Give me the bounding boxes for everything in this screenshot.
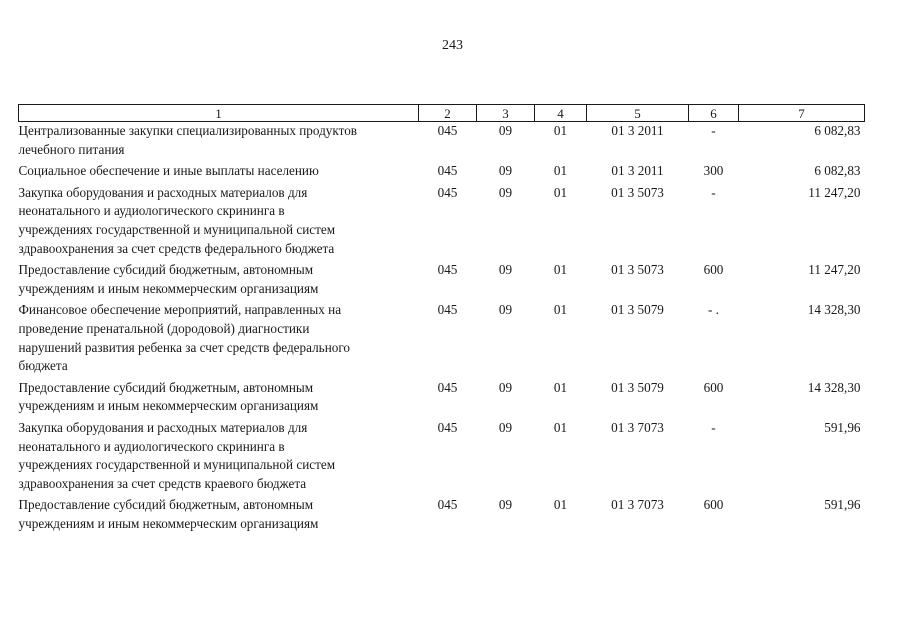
- cell-target-article: 01 3 7073: [611, 419, 664, 435]
- cell-name-text: Закупка оборудования и расходных материалов для неонатального и аудиологического скрининга в учреждениях государственной и муниципальной систем здравоохранения за счет средств федерального бюджета: [18, 184, 336, 256]
- table-row: [19, 184, 865, 261]
- cell-section: 045: [437, 184, 458, 200]
- table-header-row: [19, 105, 865, 122]
- cell-expense-type: 300: [703, 163, 724, 179]
- cell-amount: 6 082,83: [814, 123, 861, 138]
- page-number: 243: [442, 38, 463, 53]
- cell-name: [19, 496, 419, 536]
- cell-amount: 11 247,20: [808, 184, 861, 200]
- cell-name-text: Централизованные закупки специализированных продуктов лечебного питания: [18, 123, 358, 157]
- cell-name: [19, 419, 419, 496]
- cell-name: [19, 184, 419, 261]
- cell-expense-type: 600: [703, 262, 724, 278]
- cell-amount: 591,96: [824, 419, 861, 435]
- cell-section: 045: [437, 419, 458, 435]
- cell-subsection2: 01: [553, 379, 568, 395]
- cell-subsection: 09: [498, 123, 513, 138]
- cell-subsection2: 01: [553, 302, 568, 318]
- cell-subsection: 09: [498, 262, 513, 278]
- cell-target-article: 01 3 2011: [611, 163, 664, 179]
- cell-name: [19, 301, 419, 378]
- table-row: [19, 122, 865, 163]
- column-header: 4: [535, 105, 587, 122]
- cell-name: [19, 162, 419, 184]
- cell-subsection2: 01: [553, 123, 568, 138]
- cell-expense-type: 600: [703, 379, 724, 395]
- cell-section: 045: [437, 123, 458, 138]
- cell-subsection: 09: [498, 163, 513, 179]
- cell-name-text: Социальное обеспечение и иные выплаты населению: [18, 163, 319, 179]
- column-header: 1: [19, 105, 419, 122]
- cell-subsection2: 01: [553, 419, 568, 435]
- cell-target-article: 01 3 5079: [611, 379, 664, 395]
- cell-target-article: 01 3 7073: [611, 497, 664, 513]
- cell-target-article: 01 3 5073: [611, 262, 664, 278]
- cell-amount: 6 082,83: [814, 163, 861, 179]
- budget-table: [18, 104, 865, 536]
- cell-subsection: 09: [498, 419, 513, 435]
- cell-section: 045: [437, 262, 458, 278]
- cell-name: [19, 379, 419, 419]
- cell-amount: 591,96: [824, 497, 861, 513]
- cell-name: [19, 261, 419, 301]
- cell-section: 045: [437, 379, 458, 395]
- column-header: 2: [419, 105, 477, 122]
- cell-subsection2: 01: [553, 163, 568, 179]
- cell-name-text: Предоставление субсидий бюджетным, автономным учреждениям и иным некоммерческим организациям: [18, 379, 319, 414]
- cell-name-text: Закупка оборудования и расходных материалов для неонатального и аудиологического скрининга в учреждениях государственной и муниципальной систем здравоохранения за счет средств краевого бюджета: [18, 419, 336, 491]
- table-row: [19, 261, 865, 301]
- column-header: 3: [477, 105, 535, 122]
- column-header: 5: [587, 105, 689, 122]
- column-header: 7: [739, 105, 865, 122]
- cell-subsection: 09: [498, 379, 513, 395]
- cell-subsection2: 01: [553, 184, 568, 200]
- cell-expense-type: -: [711, 184, 716, 200]
- cell-subsection: 09: [498, 184, 513, 200]
- table-row: [19, 419, 865, 496]
- cell-subsection: 09: [498, 497, 513, 513]
- cell-target-article: 01 3 2011: [611, 123, 664, 138]
- cell-section: 045: [437, 497, 458, 513]
- cell-amount: 14 328,30: [807, 379, 861, 395]
- cell-amount: 11 247,20: [808, 262, 861, 278]
- table-row: [19, 496, 865, 536]
- cell-expense-type: -: [711, 123, 716, 138]
- cell-section: 045: [437, 302, 458, 318]
- cell-target-article: 01 3 5073: [611, 184, 664, 200]
- table-row: [19, 379, 865, 419]
- table-row: [19, 162, 865, 184]
- cell-expense-type: 600: [703, 497, 724, 513]
- cell-name-text: Финансовое обеспечение мероприятий, направленных на проведение пренатальной (дородовой) диагностики нарушений развития ребенка за счет средств федерального бюджета: [18, 302, 351, 374]
- cell-subsection2: 01: [553, 497, 568, 513]
- cell-name-text: Предоставление субсидий бюджетным, автономным учреждениям и иным некоммерческим организациям: [18, 262, 319, 296]
- cell-expense-type: -: [711, 419, 716, 435]
- cell-section: 045: [437, 163, 458, 179]
- cell-name: [19, 122, 419, 163]
- cell-expense-type: - .: [708, 302, 719, 318]
- column-header: 6: [689, 105, 739, 122]
- cell-subsection: 09: [498, 302, 513, 318]
- cell-name-text: Предоставление субсидий бюджетным, автономным учреждениям и иным некоммерческим организациям: [18, 497, 319, 531]
- cell-amount: 14 328,30: [807, 302, 861, 318]
- table-row: [19, 301, 865, 378]
- cell-target-article: 01 3 5079: [611, 302, 664, 318]
- cell-subsection2: 01: [553, 262, 568, 278]
